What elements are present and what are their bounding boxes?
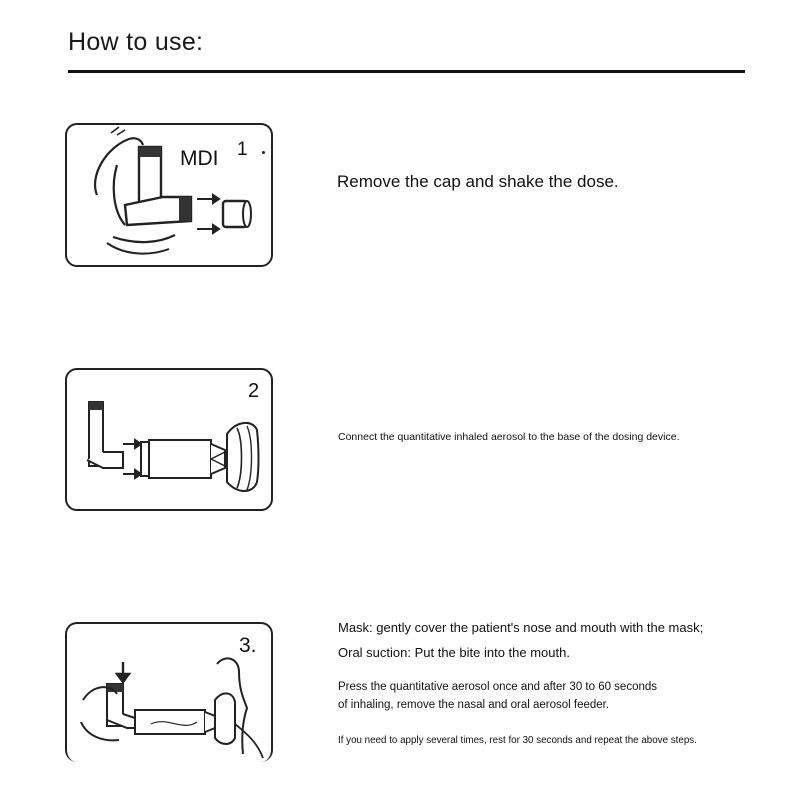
- step-3-note: If you need to apply several times, rest for 30 seconds and repeat the above steps.: [338, 735, 697, 746]
- page-title: How to use:: [68, 28, 204, 56]
- arrow-down-icon: [117, 662, 129, 682]
- title-divider: [68, 70, 745, 73]
- hand-holding-inhaler-icon: [81, 684, 135, 740]
- step-2-number: 2: [248, 380, 260, 402]
- cap-icon: [223, 201, 251, 227]
- inhaler-icon: [87, 402, 123, 468]
- step-3-illustration: [65, 622, 273, 762]
- step-1-instruction: Remove the cap and shake the dose.: [337, 172, 619, 191]
- arrow-right-icon: [197, 195, 219, 233]
- arrow-right-icon: [123, 440, 141, 478]
- step-2-instruction: Connect the quantitative inhaled aerosol to the base of the dosing device.: [338, 431, 680, 443]
- mask-icon: [215, 693, 235, 744]
- dot-mark: [262, 151, 265, 154]
- step-3-mask-instruction: Mask: gently cover the patient's nose and mouth with the mask;: [338, 620, 704, 635]
- step-2-illustration: [65, 368, 273, 511]
- step-3-press-line-1: Press the quantitative aerosol once and after 30 to 60 seconds: [338, 681, 658, 693]
- spacer-chamber-icon: [141, 440, 225, 478]
- step-1-number: 1: [237, 139, 248, 160]
- step-3-oral-instruction: Oral suction: Put the bite into the mouth.: [338, 645, 570, 660]
- mdi-label: MDI: [180, 147, 219, 170]
- step-3-press-line-2: of inhaling, remove the nasal and oral aerosol feeder.: [338, 699, 610, 711]
- spacer-chamber-icon: [135, 710, 215, 734]
- step-3-number: 3.: [239, 634, 257, 657]
- mask-icon: [227, 423, 259, 491]
- step-1-illustration: [65, 123, 273, 267]
